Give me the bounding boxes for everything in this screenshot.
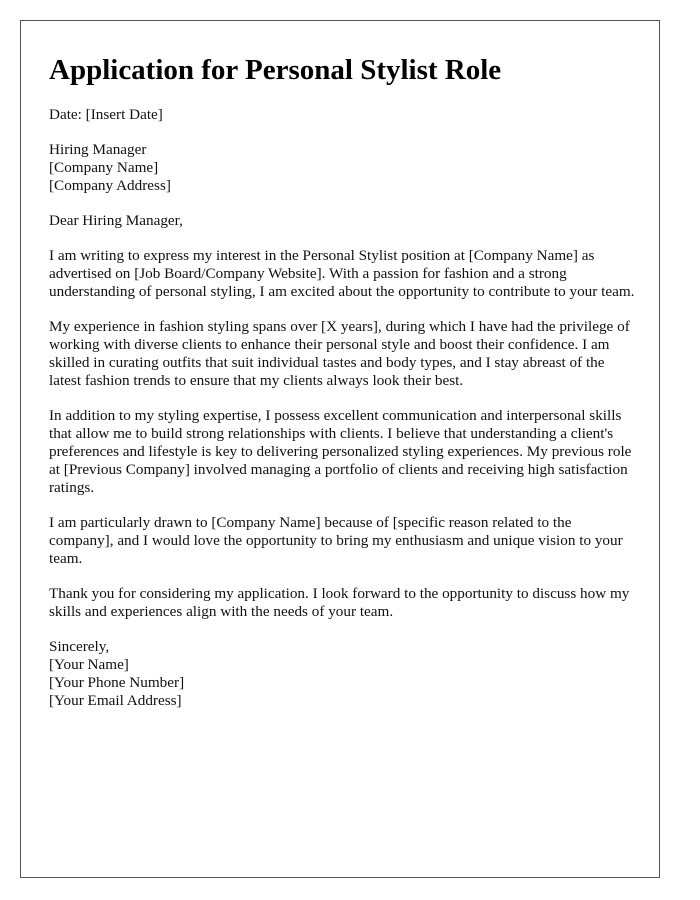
sender-name: [Your Name] (49, 656, 129, 673)
salutation: Dear Hiring Manager, (49, 212, 183, 229)
valediction: Sincerely, (49, 638, 110, 655)
recipient-name: Hiring Manager (49, 141, 147, 158)
sender-email: [Your Email Address] (49, 692, 182, 709)
letter-title: Application for Personal Stylist Role (49, 54, 502, 86)
body-paragraph-thanks: Thank you for considering my application. I look forward to the opportunity to discuss how my skills and experiences align with the needs of your team. (49, 585, 630, 620)
recipient-company: [Company Name] (49, 159, 159, 176)
closing-block (49, 638, 639, 710)
body-paragraph-skills: In addition to my styling expertise, I possess excellent communication and interpersonal skills that allow me to build strong relationships with clients. I believe that understanding a client's preferences and lifestyle is key to delivering personalized styling experiences. My previous role at [Previous Company] involved managing a portfolio of clients and receiving high satisfaction ratings. (49, 407, 632, 496)
date-line: Date: [Insert Date] (49, 106, 163, 123)
recipient-address: [Company Address] (49, 177, 171, 194)
body-paragraph-motivation: I am particularly drawn to [Company Name] because of [specific reason related to the company], and I would love the opportunity to bring my enthusiasm and unique vision to your team. (49, 514, 623, 567)
body-paragraph-intro: I am writing to express my interest in the Personal Stylist position at [Company Name] as advertised on [Job Board/Company Website]. With a passion for fashion and a strong understanding of personal styling, I am excited about the opportunity to contribute to your team. (49, 247, 635, 300)
sender-phone: [Your Phone Number] (49, 674, 185, 691)
letter-page (20, 20, 660, 878)
body-paragraph-experience: My experience in fashion styling spans over [X years], during which I have had the privilege of working with diverse clients to enhance their personal style and boost their confidence. I am skilled in curating outfits that suit individual tastes and body types, and I stay abreast of the latest fashion trends to ensure that my clients always look their best. (49, 318, 630, 389)
recipient-block (49, 141, 639, 195)
letter-content (49, 51, 639, 727)
